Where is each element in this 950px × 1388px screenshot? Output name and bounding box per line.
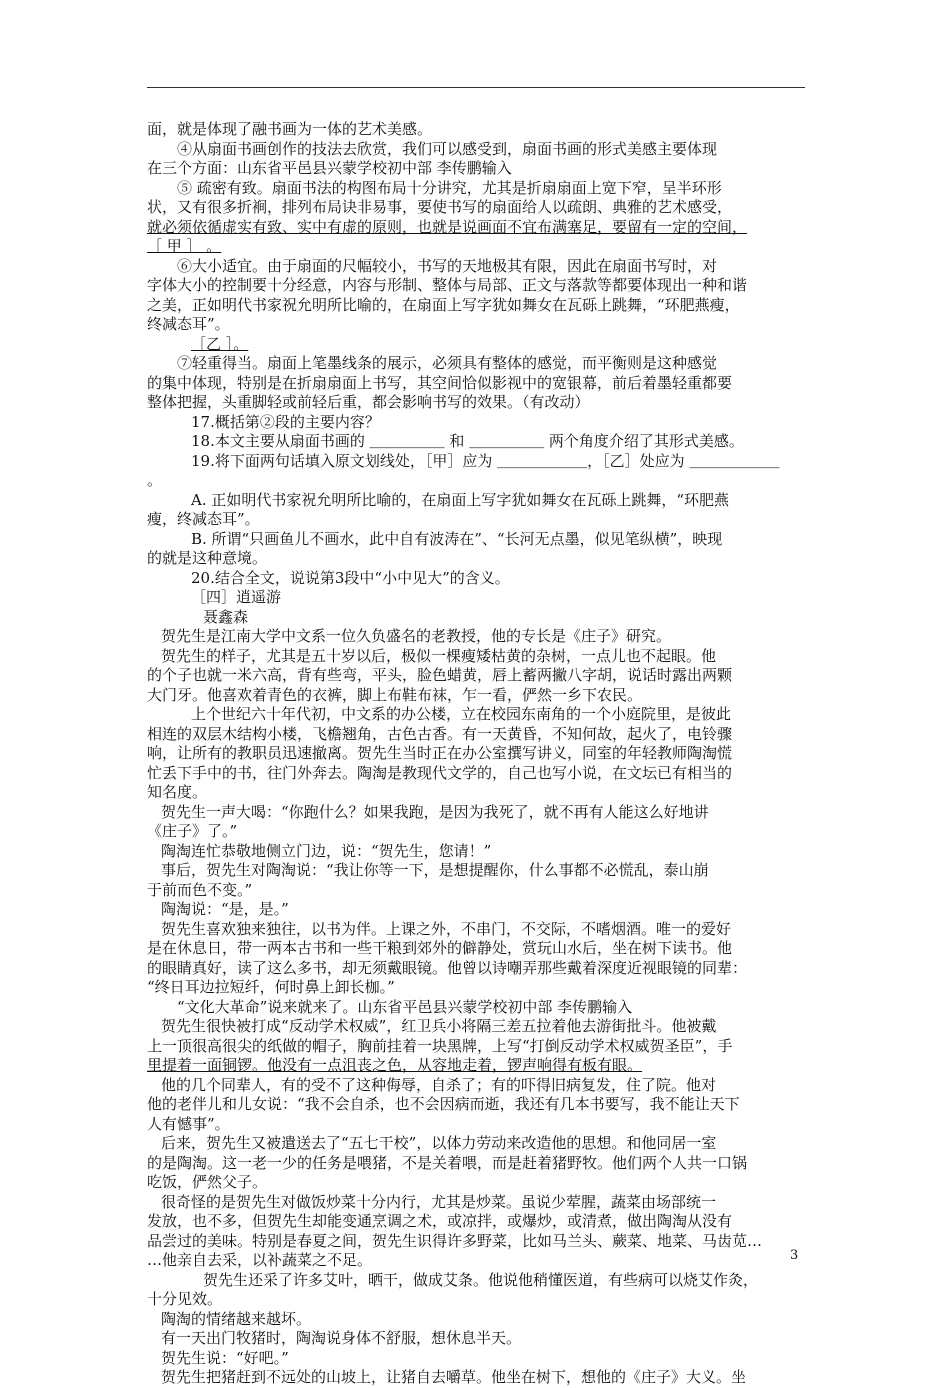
text-line: 贺先生说：“好吧。” [161, 1348, 289, 1367]
text-line: 陶淘说：“是，是。” [161, 900, 289, 918]
blank-yi: ［乙 ］。 [191, 334, 249, 353]
text-line: 上一顶很高很尖的纸做的帽子，胸前挂着一块黑牌，上写“打倒反动学术权威贺圣臣”，手 [147, 1036, 733, 1055]
text-line: 贺先生把猪赶到不远处的山坡上，让猪自去嚼草。他坐在树下，想他的《庄子》大义。坐 [161, 1368, 747, 1386]
text-line: 于前而色不变。” [147, 880, 253, 899]
text-line: 贺先生是江南大学中文系一位久负盛名的老教授，他的专长是《庄子》研究。 [161, 627, 672, 645]
text-line: 贺先生喜欢独来独往，以书为伴。上课之外，不串门，不交际，不嗜烟酒。唯一的爱好 [161, 919, 732, 938]
text-line: 响，让所有的教职员迅速撤离。贺先生当时正在办公室撰写讲义，同室的年轻教师陶淘慌 [147, 744, 733, 762]
text-line: 贺先生一声大喝：“你跑什么？如果我跑，是因为我死了，就不再有人能这么好地讲 [161, 802, 709, 821]
text-line: 终减态耳”。 [147, 315, 230, 333]
text-line: 陶淘连忙恭敬地侧立门边，说：“贺先生，您请！” [161, 841, 492, 860]
page-number: 3 [790, 1248, 799, 1263]
section-title: ［四］逍遥游 [191, 588, 282, 606]
text-line: 之美，正如明代书家祝允明所比喻的，在扇面上写字犹如舞女在瓦砾上跳舞，“环肥燕瘦， [147, 295, 740, 314]
author-name: 聂鑫森 [203, 607, 249, 626]
question-17: 17.概括第②段的主要内容？ [191, 412, 380, 431]
text-line: 人有憾事”。 [147, 1114, 230, 1133]
text-line: 忙丢下手中的书，往门外奔去。陶淘是教现代文学的，自己也写小说，在文坛已有相当的 [147, 763, 733, 782]
text-line: 知名度。 [147, 783, 208, 801]
text-line: ④从扇面书画创作的技法去欣赏，我们可以感受到，扇面书画的形式美感主要体现 [177, 139, 718, 158]
text-line: …他亲自去采，以补蔬菜之不足。 [147, 1251, 373, 1269]
text-line: 《庄子》了。” [147, 822, 238, 840]
text-line: ⑤ 疏密有致。扇面书法的构图布局十分讲究，尤其是折扇扇面上宽下窄，呈半环形 [177, 178, 722, 197]
text-line: 事后，贺先生对陶淘说：“我让你等一下，是想提醒你，什么事都不必慌乱，泰山崩 [161, 861, 709, 879]
header-rule [147, 87, 805, 88]
blank-jia: ［ 甲 ］ 。 [147, 237, 222, 255]
text-line: 字体大小的控制要十分经意，内容与形制、整体与局部、正文与落款等都要体现出一种和谐 [147, 276, 748, 294]
text-line: 贺先生的样子，尤其是五十岁以后，极似一棵瘦矮枯黄的杂树，一点儿也不起眼。他 [161, 646, 717, 665]
text-line: 的眼睛真好，读了这么多书，却无须戴眼镜。他曾以诗嘲弄那些戴着深度近视眼镜的同辈： [147, 958, 748, 977]
text-line: “终日耳边拉短纤，何时鼻上卸长枷。” [147, 978, 395, 996]
document-body [147, 120, 805, 1388]
text-line: 后来，贺先生又被遣送去了“五七干校”，以体力劳动来改造他的思想。和他同居一室 [161, 1134, 717, 1152]
text-line: “文化大革命”说来就来了。山东省平邑县兴蒙学校初中部 李传鹏输入 [177, 997, 633, 1016]
text-line: 发放，也不多，但贺先生却能变通烹调之术，或凉拌，或爆炒，或清煮，做出陶淘从没有 [147, 1212, 733, 1230]
text-line: 上个世纪六十年代初，中文系的办公楼，立在校园东南角的一个小庭院里，是彼此 [191, 705, 732, 723]
underlined-line: 就必须依循虚实有致、实中有虚的原则，也就是说画面不宜布满塞足，要留有一定的空间， [147, 217, 748, 236]
text-line: 面，就是体现了融书画为一体的艺术美感。 [147, 120, 433, 138]
text-line: 。 [147, 471, 163, 489]
text-line: 的是陶淘。这一老一少的任务是喂猪，不是关着喂，而是赶着猪野牧。他们两个人共一口锅 [147, 1153, 748, 1172]
text-line: 在三个方面：山东省平邑县兴蒙学校初中部 李传鹏输入 [147, 159, 512, 177]
text-line: 品尝过的美味。特别是春夏之间，贺先生识得许多野菜，比如马兰头、蕨菜、地菜、马齿苋… [147, 1231, 763, 1250]
text-line: 整体把握，头重脚轻或前轻后重，都会影响书写的效果。（有改动） [147, 393, 590, 411]
option-b: B. 所谓“只画鱼儿不画水，此中自有波涛在”、“长河无点墨，似见笔纵横”，映现 [191, 529, 723, 548]
text-line: ⑦轻重得当。扇面上笔墨线条的展示，必须具有整体的感觉，而平衡则是这种感觉 [177, 354, 718, 372]
question-18: 18.本文主要从扇面书画的 ＿＿＿＿＿ 和 ＿＿＿＿＿ 两个角度介绍了其形式美感。 [191, 432, 744, 450]
text-line: 贺先生还采了许多艾叶，晒干，做成艾条。他说他稍懂医道，有些病可以烧艾作灸， [203, 1270, 759, 1289]
text-line: 的个子也就一米六高，背有些弯，平头，脸色蜡黄，唇上蓄两撇八字胡，说话时露出两颗 [147, 666, 733, 684]
text-line: 相连的双层木结构小楼，飞檐翘角，古色古香。有一天黄昏，不知何故，起火了，电铃骤 [147, 724, 733, 743]
text-line: 贺先生很快被打成“反动学术权威”，红卫兵小将隔三差五拉着他去游街批斗。他被戴 [161, 1017, 717, 1035]
text-line: 有一天出门牧猪时，陶淘说身体不舒服，想休息半天。 [161, 1329, 522, 1347]
text-line: 是在休息日，带一两本古书和一些干粮到郊外的僻静处，赏玩山水后，坐在树下读书。他 [147, 939, 733, 957]
text-line: 他的几个同辈人，有的受不了这种侮辱，自杀了；有的吓得旧病复发，住了院。他对 [161, 1075, 717, 1094]
text-line: 陶淘的情绪越来越坏。 [161, 1309, 312, 1328]
text-line: 大门牙。他喜欢着青色的衣裤，脚上布鞋布袜，乍一看，俨然一乡下农民。 [147, 685, 643, 704]
text-line: 他的老伴儿和儿女说：“我不会自杀，也不会因病而逝，我还有几本书要写，我不能让天下 [147, 1095, 740, 1113]
option-a: A. 正如明代书家祝允明所比喻的，在扇面上写字犹如舞女在瓦砾上跳舞，“环肥燕 [191, 490, 730, 509]
text-line: 状，又有很多折裥，排列布局诀非易事，要使书写的扇面给人以疏朗、典雅的艺术感受， [147, 198, 733, 216]
text-line: 的就是这种意境。 [147, 549, 268, 567]
text-line: 瘦，终减态耳”。 [147, 510, 260, 528]
question-20: 20.结合全文，说说第3段中“小中见大”的含义。 [191, 568, 510, 587]
underlined-line: 里提着一面铜锣。他没有一点沮丧之色，从容地走着，锣声响得有板有眼。 [147, 1056, 643, 1074]
text-line: 的集中体现，特别是在折扇扇面上书写，其空间恰似影视中的宽银幕，前后着墨轻重都要 [147, 373, 733, 392]
text-line: 吃饭，俨然父子。 [147, 1173, 268, 1191]
text-line: ⑥大小适宜。由于扇面的尺幅较小，书写的天地极其有限，因此在扇面书写时，对 [177, 256, 718, 275]
question-19: 19.将下面两句话填入原文划线处，［甲］应为 ＿＿＿＿＿＿，［乙］处应为 ＿＿＿＿＿＿ [191, 451, 780, 470]
text-line: 很奇怪的是贺先生对做饭炒菜十分内行，尤其是炒菜。虽说少荤腥，蔬菜由场部统一 [161, 1192, 717, 1211]
text-line: 十分见效。 [147, 1290, 223, 1308]
